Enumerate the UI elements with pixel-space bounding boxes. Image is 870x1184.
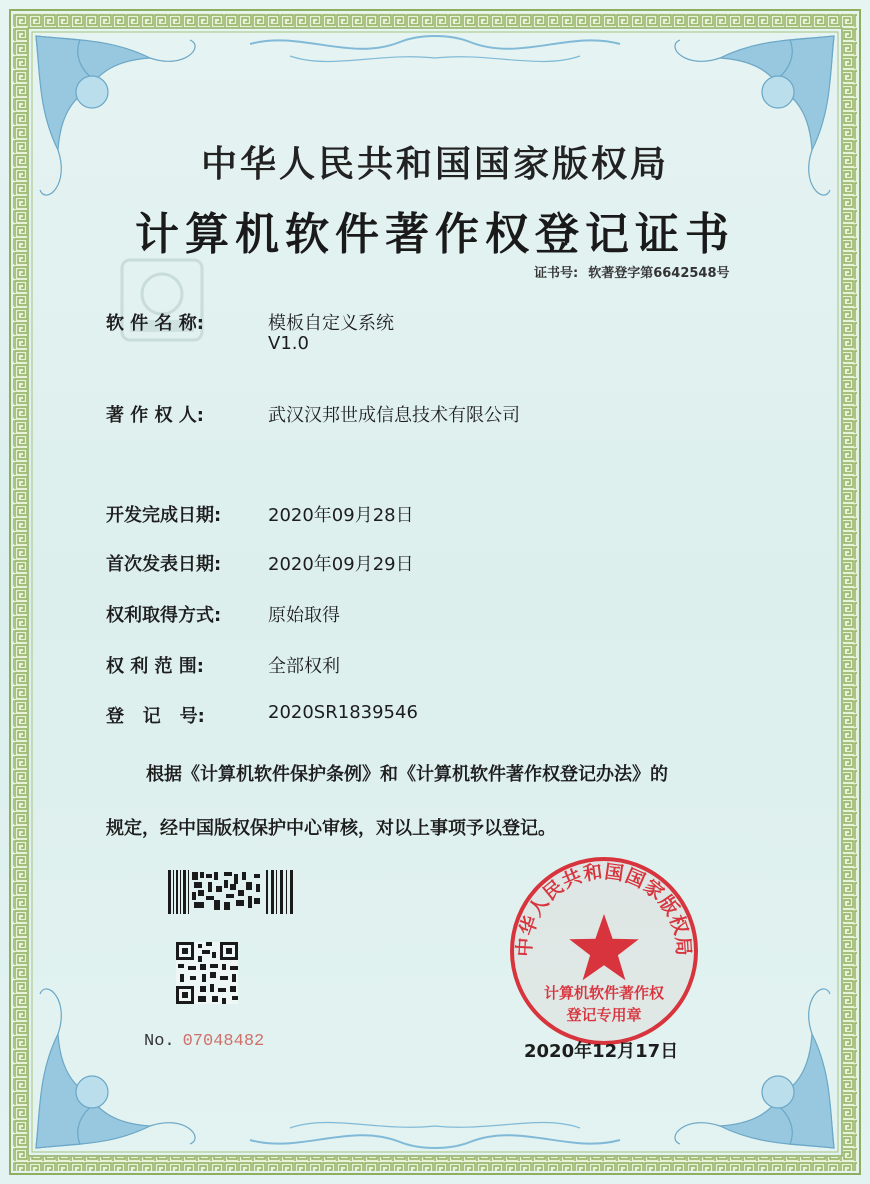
dev-complete-date-value: 2020年09月28日 [268,505,414,526]
seal-line-2: 登记专用章 [566,1006,642,1024]
corner-ornament-bottom-left [36,989,195,1148]
certificate-number-label: 证书号: [534,266,579,281]
certificate-number-value: 软著登字第6642548号 [588,266,730,281]
bottom-scroll-ornament [250,1123,620,1148]
serial-number-value: 07048482 [182,1032,265,1051]
statement-line-1: 根据《计算机软件保护条例》和《计算机软件著作权登记办法》的 [146,764,668,785]
qr-code-icon [176,942,238,1004]
issuing-authority: 中华人民共和国国家版权局 [200,143,669,185]
dev-complete-date-label: 开发完成日期: [106,505,222,526]
rights-scope-value: 全部权利 [268,656,340,677]
rights-scope-label: 权 利 范 围: [106,656,204,677]
seal-line-1: 计算机软件著作权 [543,984,664,1002]
acquisition-method-value: 原始取得 [268,605,340,626]
first-publish-date-value: 2020年09月29日 [268,554,414,575]
registration-number-label: 登 记 号: [106,706,205,727]
software-name-label: 软 件 名 称: [106,313,204,334]
copyright-owner-value: 武汉汉邦世成信息技术有限公司 [268,405,520,426]
first-publish-date-label: 首次发表日期: [106,554,222,575]
seal-ring-text: 中华人民共和国国家版权局 [513,860,695,958]
acquisition-method-label: 权利取得方式: [106,605,222,626]
top-scroll-ornament [250,36,620,61]
issue-date: 2020年12月17日 [524,1041,679,1062]
certificate-number [534,262,730,281]
serial-number-label: No. [144,1032,175,1051]
barcode-icon [168,870,294,914]
statement-line-2: 规定，经中国版权保护中心审核，对以上事项予以登记。 [106,818,556,839]
software-name-value: 模板自定义系统 [268,313,394,334]
copyright-owner-label: 著 作 权 人: [106,405,204,426]
software-version-value: V1.0 [268,333,309,354]
certificate-title: 计算机软件著作权登记证书 [135,209,735,260]
serial-number [144,1032,264,1051]
registration-number-value: 2020SR1839546 [268,702,418,723]
